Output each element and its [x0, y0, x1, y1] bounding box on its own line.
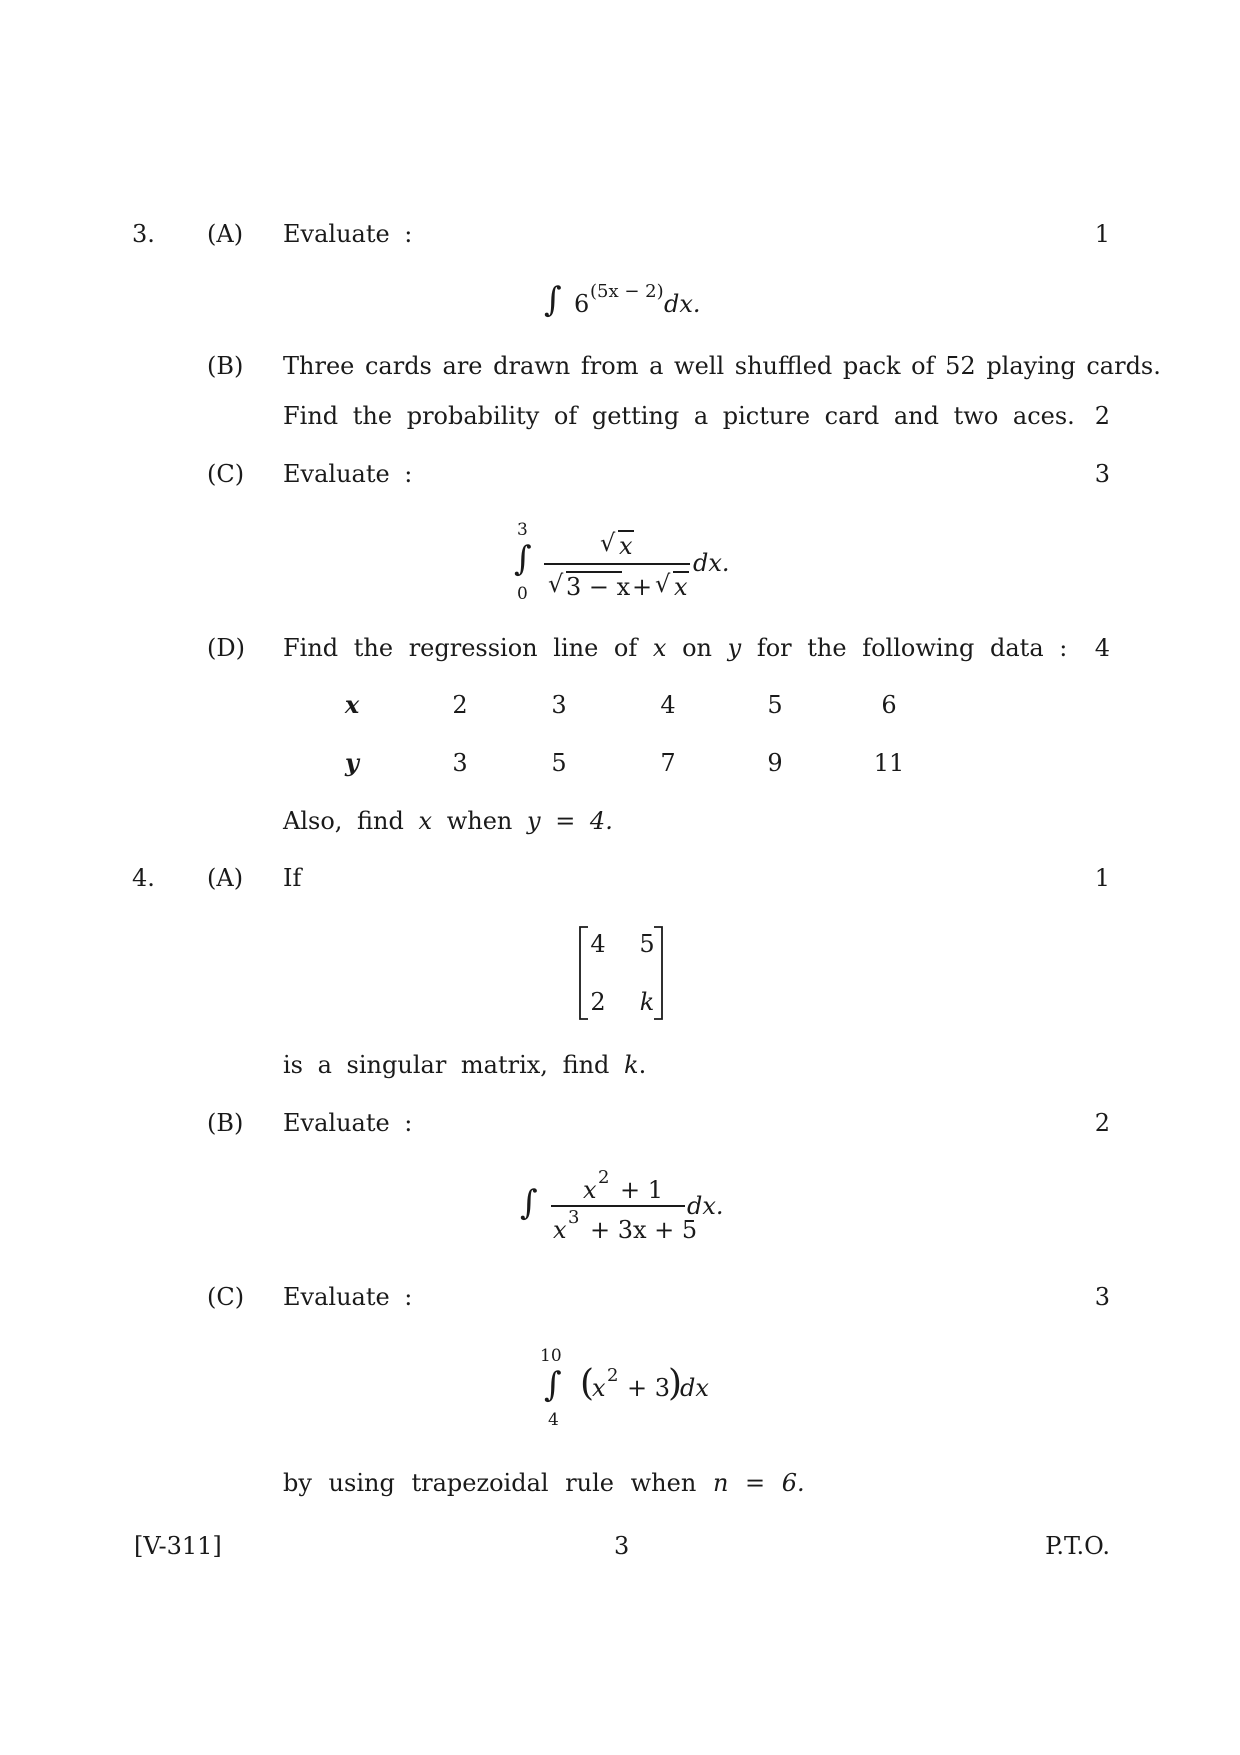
q3d-text: Find the regression line of x on y for the following data : [283, 634, 1068, 662]
q3b-label: (B) [207, 352, 244, 380]
definite-integral-sign: ∫ [544, 1365, 562, 1405]
q3a-label: (A) [207, 220, 244, 248]
paper-code: [V-311] [134, 1532, 222, 1560]
q4b-label: (B) [207, 1109, 244, 1137]
q4c-upper-limit: 10 [540, 1346, 562, 1366]
table-y-value: 11 [873, 749, 905, 777]
sqrt-symbol: √ [548, 570, 564, 598]
q4b-text: Evaluate : [283, 1109, 413, 1137]
q4b-denominator-var: x [553, 1216, 567, 1244]
q4a-marks: 1 [1094, 864, 1110, 892]
q3a-dx: dx. [664, 290, 701, 318]
q3c-denominator-plus: + [632, 573, 653, 601]
page-number: 3 [614, 1532, 630, 1560]
q3a-exponent: (5x − 2) [590, 281, 664, 302]
q3d-also-text: Also, find x when y = 4. [283, 807, 613, 835]
q3c-text: Evaluate : [283, 460, 413, 488]
sqrt-symbol: √ [600, 529, 616, 557]
q4c-text: Evaluate : [283, 1283, 413, 1311]
q3c-numerator-var: x [619, 532, 633, 560]
left-parenthesis: ( [580, 1363, 595, 1404]
table-x-value: 2 [452, 691, 468, 719]
right-parenthesis: ) [668, 1363, 683, 1404]
q3-number: 3. [132, 220, 155, 248]
q4c-label: (C) [207, 1283, 245, 1311]
integral-sign: ∫ [520, 1183, 538, 1223]
q3a-base: 6 [574, 290, 590, 318]
table-x-value: 3 [551, 691, 567, 719]
q3d-label: (D) [207, 634, 245, 662]
q4c-lower-limit: 4 [548, 1410, 559, 1430]
matrix-cell: 2 [590, 988, 606, 1016]
matrix-cell: k [639, 988, 655, 1016]
q3d-marks: 4 [1094, 634, 1110, 662]
q3c-denominator-a: 3 − x [566, 573, 631, 601]
table-y-value: 5 [551, 749, 567, 777]
q4b-numerator-var: x [583, 1176, 597, 1204]
table-x-value: 4 [660, 691, 676, 719]
q3c-lower-limit: 0 [517, 584, 528, 604]
table-x-value: 6 [881, 691, 897, 719]
q4-number: 4. [132, 864, 155, 892]
definite-integral-sign: ∫ [514, 539, 532, 579]
q4a-label: (A) [207, 864, 244, 892]
q4b-marks: 2 [1094, 1109, 1110, 1137]
q3c-marks: 3 [1094, 460, 1110, 488]
q4c-rest: + 3 [627, 1374, 671, 1402]
q3b-line2: Find the probability of getting a picture card and two aces. [283, 402, 1075, 430]
q4b-denominator-power: 3 [568, 1207, 580, 1228]
q4b-numerator-rest: + 1 [620, 1176, 664, 1204]
q4c-marks: 3 [1094, 1283, 1110, 1311]
q3a-marks: 1 [1094, 220, 1110, 248]
q4c-power: 2 [607, 1365, 619, 1386]
table-y-value: 3 [452, 749, 468, 777]
q4c-after-text: by using trapezoidal rule when n = 6. [283, 1469, 805, 1497]
please-turn-over: P.T.O. [1045, 1532, 1110, 1560]
q4a-text: If [283, 864, 302, 892]
q3c-upper-limit: 3 [517, 520, 528, 540]
table-x-value: 5 [767, 691, 783, 719]
q4b-numerator-power: 2 [598, 1167, 610, 1188]
matrix-cell: 5 [639, 930, 655, 958]
q4c-base: x [592, 1374, 606, 1402]
q4b-denominator-rest: + 3x + 5 [590, 1216, 698, 1244]
table-x-header: x [344, 690, 360, 719]
q3c-dx: dx. [693, 549, 730, 577]
q3a-text: Evaluate : [283, 220, 413, 248]
q4c-dx: dx [680, 1374, 709, 1402]
q3b-line1: Three cards are drawn from a well shuffled pack of 52 playing cards. [283, 352, 1161, 380]
q4a-after-text: is a singular matrix, find k. [283, 1051, 647, 1079]
q3b-marks: 2 [1094, 402, 1110, 430]
q3c-denominator-b: x [674, 573, 688, 601]
matrix-cell: 4 [590, 930, 606, 958]
q4b-dx: dx. [687, 1192, 724, 1220]
table-y-value: 7 [660, 749, 676, 777]
sqrt-symbol: √ [655, 570, 671, 598]
table-y-value: 9 [767, 749, 783, 777]
q3c-label: (C) [207, 460, 245, 488]
table-y-header: y [345, 748, 359, 777]
integral-sign: ∫ [544, 280, 562, 320]
